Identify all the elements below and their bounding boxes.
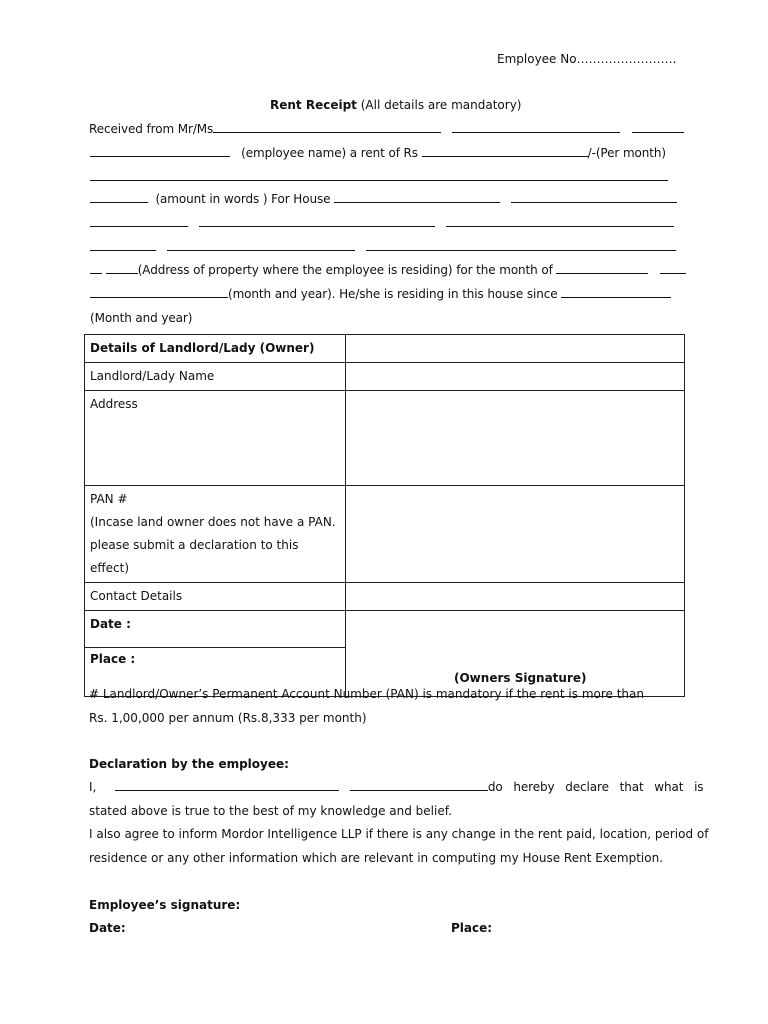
- house-address-blank-2[interactable]: [511, 192, 677, 203]
- address-blank-a[interactable]: [90, 216, 188, 227]
- address-property-label: (Address of property where the employee is residing) for the month of: [137, 263, 553, 277]
- table-row: [85, 583, 685, 611]
- pan-note-2: please submit a declaration to this effect): [90, 538, 299, 575]
- declaration-heading: Declaration by the employee:: [89, 757, 289, 771]
- pan-note-line-2: Rs. 1,00,000 per annum (Rs.8,333 per month): [89, 711, 367, 725]
- pan-label: PAN #: [90, 492, 128, 506]
- landlord-name-field[interactable]: [346, 363, 685, 391]
- declaration-line-4: residence or any other information which are relevant in computing my House Rent Exemption.: [89, 851, 664, 865]
- declaration-i: I,: [89, 780, 97, 794]
- title-main: Rent Receipt: [270, 98, 357, 112]
- employee-rent-label: (employee name) a rent of Rs: [241, 146, 418, 160]
- employee-signature-label: Employee’s signature:: [89, 898, 241, 912]
- table-row: [85, 486, 685, 583]
- per-month-label: /-(Per month): [587, 146, 666, 160]
- place-label: Place :: [90, 652, 136, 666]
- residing-since-blank[interactable]: [561, 287, 671, 298]
- page-title: [270, 98, 522, 112]
- address-property-line: [90, 263, 686, 277]
- address-blank-f[interactable]: [366, 240, 676, 251]
- date-place-cell: [85, 611, 346, 697]
- address-blank-d[interactable]: [90, 240, 156, 251]
- payer-name-blank-2[interactable]: [452, 122, 620, 133]
- amount-words-blank[interactable]: [90, 170, 668, 181]
- employee-rent-line: [90, 146, 666, 160]
- landlord-name-label: Landlord/Lady Name: [85, 363, 346, 391]
- month-blank-2[interactable]: [660, 263, 686, 274]
- residing-since-line: [90, 287, 671, 301]
- date-label: Date :: [90, 617, 131, 631]
- pan-cell: [85, 486, 346, 583]
- address-blank-c[interactable]: [446, 216, 674, 227]
- declaration-line-3: I also agree to inform Mordor Intelligence LLP if there is any change in the rent paid, location, period of: [89, 827, 709, 841]
- blank-line-3: [90, 240, 676, 254]
- owner-signature-field[interactable]: [346, 611, 685, 697]
- landlord-details-table: [84, 334, 685, 697]
- address-blank-b[interactable]: [199, 216, 435, 227]
- month-year-blank[interactable]: [90, 287, 228, 298]
- amount-words-blank-2[interactable]: [90, 192, 148, 203]
- amount-words-label: (amount in words ) For House: [155, 192, 331, 206]
- contact-details-field[interactable]: [346, 583, 685, 611]
- footer-date-label: Date:: [89, 921, 126, 935]
- month-and-year-label: (Month and year): [90, 311, 193, 325]
- heading-value-cell[interactable]: [346, 335, 685, 363]
- declarant-name-blank[interactable]: [115, 780, 339, 791]
- declaration-line-2: stated above is true to the best of my knowledge and belief.: [89, 804, 452, 818]
- address-field[interactable]: [346, 391, 685, 486]
- rent-amount-blank[interactable]: [422, 146, 588, 157]
- contact-details-label: Contact Details: [85, 583, 346, 611]
- employee-number: Employee No…………………….: [497, 52, 677, 66]
- address-blank-g[interactable]: [90, 263, 102, 274]
- declaration-declare: do hereby declare that what is: [487, 780, 704, 794]
- table-row: [85, 391, 685, 486]
- employee-name-blank[interactable]: [90, 146, 230, 157]
- owner-signature-label: (Owners Signature): [454, 671, 587, 685]
- table-row: [85, 611, 685, 697]
- table-row: [85, 363, 685, 391]
- month-blank[interactable]: [556, 263, 648, 274]
- address-label: Address: [85, 391, 346, 486]
- month-year-label: (month and year). He/she is residing in this house since: [228, 287, 558, 301]
- payer-name-blank-3[interactable]: [632, 122, 684, 133]
- received-from-line: [89, 122, 684, 136]
- pan-note-1: (Incase land owner does not have a PAN.: [90, 515, 336, 529]
- pan-field[interactable]: [346, 486, 685, 583]
- blank-line-1: [90, 170, 668, 184]
- address-blank-e[interactable]: [167, 240, 355, 251]
- footer-place-label: Place:: [451, 921, 493, 935]
- title-note: (All details are mandatory): [356, 98, 522, 112]
- pan-note-line-1: # Landlord/Owner’s Permanent Account Number (PAN) is mandatory if the rent is more than: [89, 687, 644, 701]
- table-row: [85, 335, 685, 363]
- blank-line-2: [90, 216, 674, 230]
- table-heading: Details of Landlord/Lady (Owner): [85, 335, 346, 363]
- declarant-name-blank-2[interactable]: [350, 780, 488, 791]
- received-from-label: Received from Mr/Ms: [89, 122, 214, 136]
- declaration-line-1: [89, 780, 704, 794]
- amount-words-line: [90, 192, 677, 206]
- payer-name-blank[interactable]: [213, 122, 441, 133]
- address-blank-h[interactable]: [106, 263, 138, 274]
- house-address-blank[interactable]: [334, 192, 500, 203]
